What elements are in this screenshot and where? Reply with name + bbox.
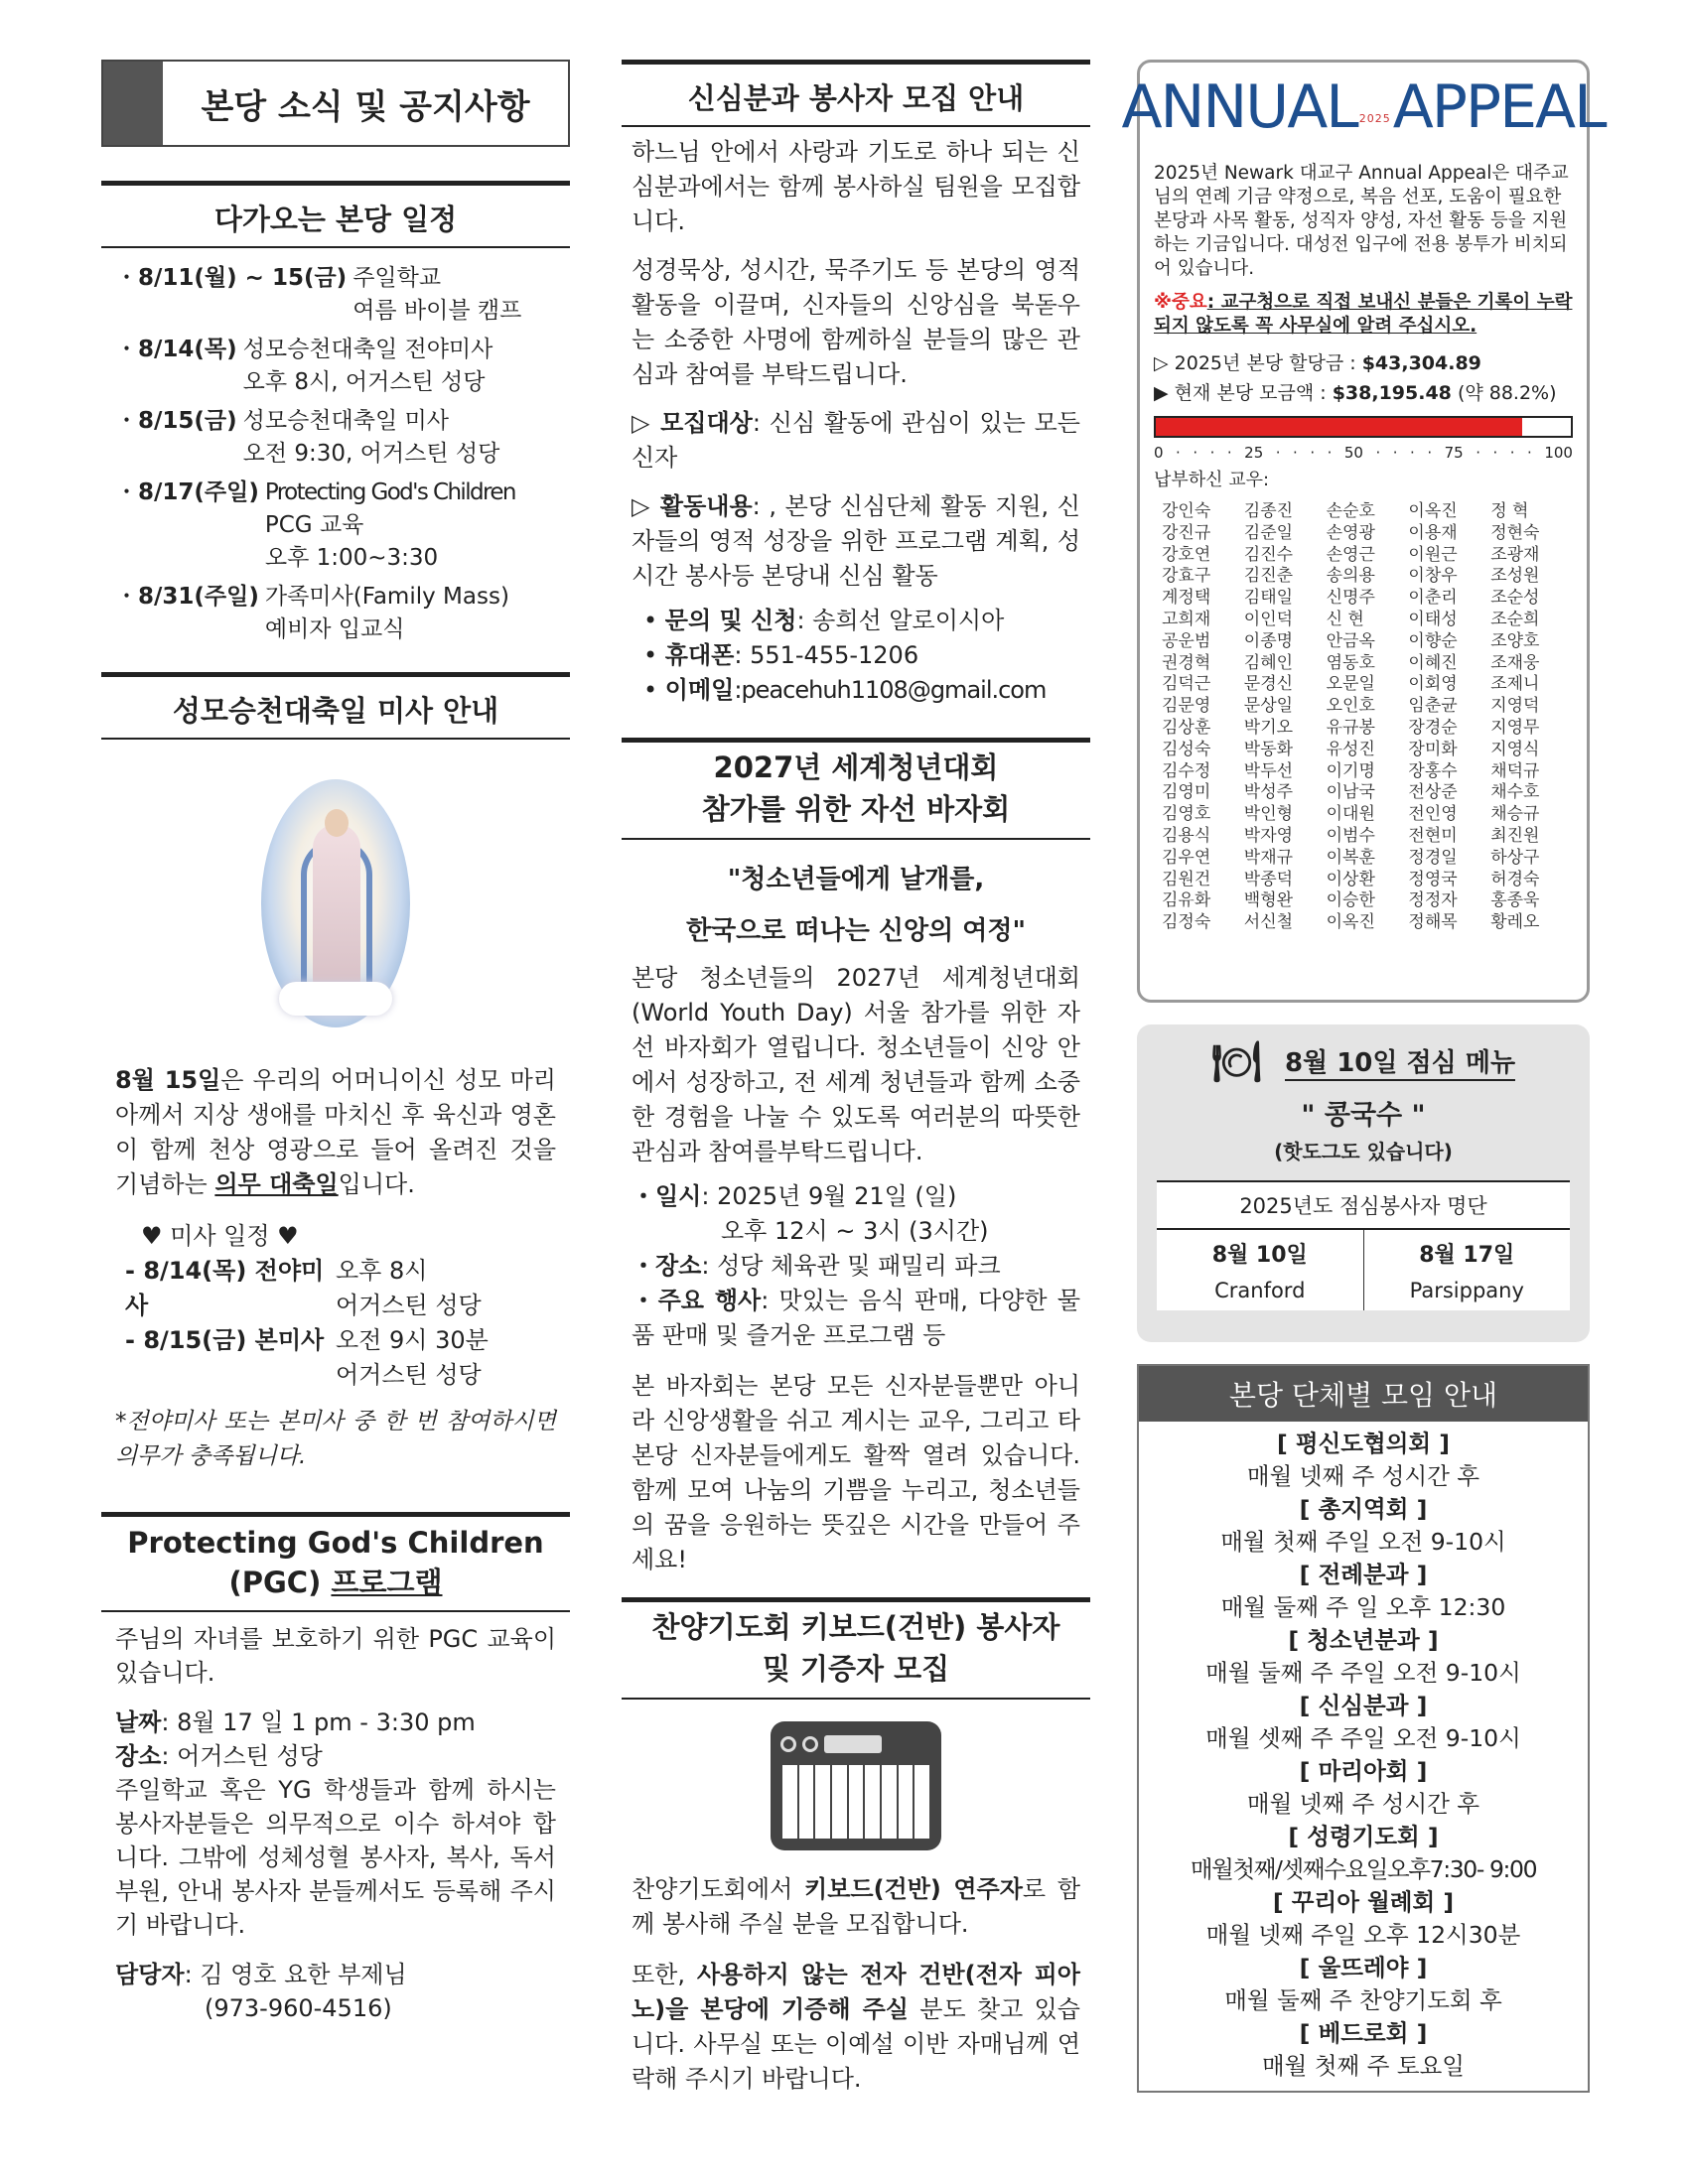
schedule-heading: 다가오는 본당 일정 [101, 181, 570, 248]
page-title: 본당 소식 및 공지사항 [201, 86, 530, 127]
appeal-description: 2025년 Newark 대교구 Annual Appeal은 대주교님의 연례 기금 약정으로, 복음 선포, 도움이 필요한 본당과 사목 활동, 성직자 양성, 자선 활동 등을 지원하는 기금입니다. 대성전 입구에 전용 봉투가 비치되어 있습니다. [1154, 163, 1569, 279]
donor-name: 허경숙 [1490, 869, 1540, 889]
pgc-phone: (973-960-4516) [205, 1994, 392, 2022]
bazaar-heading: 2027년 세계청년대회 참가를 위한 자선 바자회 [622, 738, 1090, 840]
group-name: [ 울뜨레야 ] [1299, 1954, 1428, 1981]
keyboard-icon [771, 1721, 941, 1850]
donor-name: 정경일 [1408, 847, 1458, 868]
donor-name: 김수정 [1162, 760, 1211, 781]
donor-name: 박동화 [1243, 739, 1294, 759]
recruit-contacts [632, 604, 1080, 708]
group-schedule: 매월첫째/셋째수요일오후7:30- 9:00 [1190, 1855, 1537, 1883]
group-schedule: 매월 셋째 주 주일 오전 9-10시 [1205, 1724, 1521, 1752]
group-schedule: 매월 넷째 주일 오후 12시30분 [1205, 1921, 1521, 1949]
scale-tick: · [1392, 444, 1398, 462]
group-schedule: 매월 둘째 주 일 오후 12:30 [1220, 1593, 1506, 1621]
donor-name: 김정숙 [1162, 912, 1211, 933]
bazaar-body: 본당 청소년들의 2027년 세계청년대회(World Youth Day) 서울 참가를 위한 자선 바자회가 열립니다. 청소년들이 신앙 안에서 성장하고, 전 세계 청년들과 함께 소중한 경험을 나눌 수 있도록 여러분의 따뜻한 관심과 참여를부탁드립니다. ・일시: 2025년 9월 21일 (일) 오후 12시 ~ 3시 (3시간) ・장소: 성당 체육관 및 패밀리 파크 ・주요 행사: 맛있는 음식 판매, 다양한 물품 판매 및 즐거운 프로그램 등 본 바자회는 본당 모든 신자분들뿐만 아니라 신앙생활을 쉬고 계시는 교우, 그리고 타 본당 신자분들에게도 활짝 열려 있습니다. 함께 모여 나눔의 기쁨을 누리고, 청소년들의 꿈을 응원하는 뜻깊은 시간을 만들어 주세요! [632, 964, 1081, 1573]
volunteer-date: 8월 17일 [1419, 1243, 1515, 1268]
schedule-text: 성모승천대축일 전야미사 오후 8시, 어거스틴 성당 [242, 337, 493, 395]
donor-name: 이남국 [1326, 782, 1375, 803]
donor-name: 이태성 [1408, 609, 1458, 629]
group-name: [ 총지역회 ] [1299, 1495, 1428, 1523]
scale-tick: 0 [1154, 444, 1164, 462]
schedule-item [115, 262, 570, 328]
utensils-plate-icon: 🍽 [1210, 1039, 1262, 1085]
donor-name: 지영식 [1490, 739, 1540, 759]
donor-name: 이범수 [1326, 825, 1375, 846]
appeal-progress-fill [1156, 418, 1522, 436]
donor-name: 이옥진 [1408, 501, 1458, 521]
scale-tick: · [1310, 444, 1316, 462]
donor-name: 이옥진 [1326, 912, 1375, 933]
annual-appeal-logo: ANNUAL 2025 APPEAL [1121, 72, 1606, 142]
donor-name: 김태일 [1243, 588, 1294, 609]
donor-name: 강인숙 [1162, 501, 1211, 521]
group-name: [ 전례분과 ] [1299, 1561, 1428, 1588]
donor-name: 전상준 [1408, 782, 1458, 803]
volunteer-cell [1157, 1230, 1363, 1310]
donor-name: 오문일 [1326, 674, 1375, 695]
donor-name: 유규봉 [1326, 717, 1375, 738]
donor-name: 김종진 [1243, 501, 1294, 521]
schedule-text: 가족미사(Family Mass) 예비자 입교식 [264, 584, 509, 642]
pgc-intro: 주님의 자녀를 보호하기 위한 PGC 교육이 있습니다. [115, 1625, 556, 1687]
donor-name: 김진수 [1243, 544, 1294, 565]
group-schedule: 매월 넷째 주 성시간 후 [1246, 1462, 1480, 1490]
donor-name: 김영미 [1162, 782, 1211, 803]
donor-name: 김혜인 [1243, 652, 1294, 673]
schedule-text: 성모승천대축일 미사 오전 9:30, 어거스틴 성당 [242, 408, 500, 467]
mass-schedule [101, 1218, 570, 1393]
donor-name: 강호연 [1162, 544, 1211, 565]
scale-tick: · [1527, 444, 1532, 462]
mass-note: *전야미사 또는 본미사 중 한 번 참여하시면 의무가 충족됩니다. [115, 1409, 556, 1469]
scale-tick: 100 [1544, 444, 1573, 462]
mass-schedule-heading: ♥ 미사 일정 ♥ [141, 1222, 299, 1250]
recruit-heading: 신심분과 봉사자 모집 안내 [622, 60, 1090, 127]
group-name: [ 평신도협의회 ] [1276, 1430, 1451, 1457]
pgc-description: 주일학교 혹은 YG 학생들과 함께 하시는 봉사자분들은 의무적으로 이수 하셔야 합니다. 그밖에 성체성혈 봉사자, 복사, 독서부원, 안내 봉사자 분들께서도 등록해 주시기 바랍니다. [115, 1776, 556, 1939]
donor-name: 고희재 [1162, 609, 1211, 629]
donor-name: 유성진 [1326, 739, 1375, 759]
schedule-list [101, 248, 570, 646]
donor-name: 지영무 [1490, 717, 1540, 738]
middle-column [622, 60, 1090, 2097]
donor-name: 강효구 [1162, 566, 1211, 587]
donor-name: 이인덕 [1243, 609, 1294, 629]
donor-name: 정 혁 [1490, 501, 1529, 521]
schedule-date: ・ 8/14(목) [115, 334, 237, 399]
donor-name: 이복훈 [1326, 847, 1375, 868]
donor-name: 이승한 [1326, 890, 1375, 911]
schedule-date: ・ 8/15(금) [115, 405, 237, 471]
scale-tick: 75 [1444, 444, 1464, 462]
contact-line: • 이메일:peacehuh1108@gmail.com [643, 676, 1047, 704]
donor-name: 백형완 [1243, 890, 1294, 911]
right-column [1121, 60, 1606, 2093]
group-name: [ 신심분과 ] [1299, 1692, 1428, 1719]
lunch-sub: (핫도그도 있습니다) [1274, 1140, 1453, 1163]
donor-name: 조순성 [1490, 588, 1540, 609]
groups-list [1139, 1422, 1588, 2091]
scale-tick: · [1509, 444, 1515, 462]
donor-name: 전인영 [1408, 804, 1458, 825]
donor-name: 정정자 [1408, 890, 1458, 911]
donor-name: 장경순 [1408, 717, 1458, 738]
donor-name: 조제니 [1490, 674, 1540, 695]
group-name: [ 베드로회 ] [1299, 2019, 1428, 2047]
donor-name: 이향순 [1408, 630, 1458, 651]
lunch-menu: " 콩국수 " [1301, 1100, 1426, 1131]
schedule-item [115, 477, 570, 575]
scale-tick: 25 [1244, 444, 1264, 462]
donor-name: 문상일 [1243, 696, 1294, 717]
donor-name: 정현숙 [1490, 522, 1540, 543]
donor-name: 장미화 [1408, 739, 1458, 759]
donor-name: 하상구 [1490, 847, 1540, 868]
title-accent-bar [103, 62, 163, 145]
donor-name: 임춘균 [1408, 696, 1458, 717]
donor-name: 공운범 [1162, 630, 1211, 651]
volunteer-date: 8월 10일 [1211, 1243, 1308, 1268]
scale-tick: · [1176, 444, 1181, 462]
donor-name: 서신철 [1243, 912, 1294, 933]
donors-label: 납부하신 교우: [1154, 470, 1270, 490]
appeal-progress-bar [1154, 416, 1573, 438]
scale-tick: · [1427, 444, 1433, 462]
group-schedule: 매월 넷째 주 성시간 후 [1246, 1790, 1480, 1818]
virgin-mary-image [261, 779, 410, 1027]
donor-name: 이원근 [1408, 544, 1458, 565]
group-schedule: 매월 첫째 주 토요일 [1261, 2052, 1466, 2080]
appeal-important-note: ※중요: 교구청으로 직접 보내신 분들은 기록이 누락되지 않도록 꼭 사무실에 알려 주십시오. [1154, 292, 1573, 337]
scale-tick: 50 [1343, 444, 1363, 462]
donor-name: 손영광 [1326, 522, 1375, 543]
assumption-paragraph: 8월 15일은 우리의 어머니이신 성모 마리아께서 지상 생애를 마치신 후 육신과 영혼이 함께 천상 영광으로 들어 올려진 것을 기념하는 의무 대축일입니다. [115, 1066, 556, 1198]
appeal-raised: ▶ 현재 본당 모금액 : $38,195.48 (약 88.2%) [1154, 382, 1557, 404]
lunch-title: 8월 10일 점심 메뉴 [1285, 1042, 1515, 1081]
donor-name: 정해목 [1408, 912, 1458, 933]
keyboard-body: 찬양기도회에서 키보드(건반) 연주자로 함께 봉사해 주실 분을 모집합니다. 또한, 사용하지 않는 전자 건반(전자 피아노)을 본당에 기증해 주실 분도 찾고 있습니다. 사무실 또는 이예설 이반 자매님께 연락해 주시기 바랍니다. [632, 1875, 1081, 2093]
scale-tick: · [1293, 444, 1298, 462]
donor-name: 채승규 [1490, 804, 1540, 825]
donor-name: 박두선 [1243, 760, 1294, 781]
donor-name: 김원건 [1162, 869, 1211, 889]
mass-row: - 8/15(금) 본미사 오전 9시 30분 어거스틴 성당 [125, 1323, 570, 1393]
donor-name: 박재규 [1243, 847, 1294, 868]
donor-name: 채수호 [1490, 782, 1540, 803]
donor-name: 손영근 [1326, 544, 1375, 565]
donor-name: 문경신 [1243, 674, 1294, 695]
donor-name: 이대원 [1326, 804, 1375, 825]
donor-name: 이창우 [1408, 566, 1458, 587]
donor-name: 염동호 [1326, 652, 1375, 673]
scale-tick: · [1327, 444, 1333, 462]
schedule-item [115, 405, 570, 471]
scale-tick: · [1275, 444, 1281, 462]
donor-name: 박자영 [1243, 825, 1294, 846]
volunteer-cell [1363, 1230, 1571, 1310]
page-title-box [101, 60, 570, 147]
scale-tick: · [1375, 444, 1381, 462]
schedule-date: ・ 8/17(주일) [115, 477, 259, 575]
volunteer-parish: Cranford [1214, 1279, 1306, 1302]
scale-tick: · [1476, 444, 1480, 462]
schedule-text: 주일학교 여름 바이블 캠프 [352, 265, 522, 324]
pgc-body: 주님의 자녀를 보호하기 위한 PGC 교육이 있습니다. 날짜: 8월 17 일 1 pm - 3:30 pm 장소: 어거스틴 성당 주일학교 혹은 YG 학생들과 함께 하시는 봉사자분들은 의무적으로 이수 하셔야 합니다. 그밖에 성체성혈 봉사자, 복사, 독서부원, 안내 봉사자 분들께서도 등록해 주시기 바랍니다. 담당자: 김 영호 요한 부제님 (973-960-4516) [101, 1612, 570, 2025]
donor-name: 오인호 [1326, 696, 1375, 717]
schedule-item [115, 581, 570, 646]
donor-name: 권경혁 [1162, 652, 1211, 673]
donor-name: 이춘리 [1408, 588, 1458, 609]
mass-row: - 8/14(목) 전야미사 오후 8시 어거스틴 성당 [125, 1254, 570, 1323]
donor-name: 이기명 [1326, 760, 1375, 781]
group-name: [ 청소년분과 ] [1288, 1626, 1439, 1654]
annual-appeal-box [1121, 60, 1606, 1003]
bazaar-quote: "청소년들에게 날개를, 한국으로 떠나는 신앙의 여정" [685, 865, 1027, 946]
groups-box [1137, 1364, 1590, 2093]
donor-name: 조순희 [1490, 609, 1540, 629]
donor-name: 손순호 [1326, 501, 1375, 521]
group-schedule: 매월 둘째 주 찬양기도회 후 [1224, 1986, 1502, 2014]
donor-name: 김영호 [1162, 804, 1211, 825]
lunch-volunteer-table: 2025년도 점심봉사자 명단 8월 10일 Cranford 8월 17일 Parsippany [1157, 1180, 1570, 1310]
donor-name: 홍종욱 [1490, 890, 1540, 911]
donor-name: 이용재 [1408, 522, 1458, 543]
schedule-date: ・ 8/11(월) ~ 15(금) [115, 262, 347, 328]
donor-name: 박성주 [1243, 782, 1294, 803]
schedule-item [115, 334, 570, 399]
donor-name: 김진춘 [1243, 566, 1294, 587]
donor-name: 김덕근 [1162, 674, 1211, 695]
group-name: [ 성령기도회 ] [1288, 1823, 1439, 1850]
appeal-goal: ▷ 2025년 본당 할당금 : $43,304.89 [1154, 352, 1481, 374]
schedule-text: Protecting God's Children PCG 교육 오후 1:00~3:30 [264, 479, 515, 571]
groups-heading: 본당 단체별 모임 안내 [1139, 1366, 1588, 1422]
donor-name: 이상환 [1326, 869, 1375, 889]
assumption-heading: 성모승천대축일 미사 안내 [101, 672, 570, 740]
donor-name: 장홍수 [1408, 760, 1458, 781]
group-schedule: 매월 둘째 주 주일 오전 9-10시 [1205, 1659, 1521, 1687]
mass-label: - 8/14(목) 전야미사 [125, 1257, 325, 1319]
donor-name: 지영덕 [1490, 696, 1540, 717]
scale-tick: · [1193, 444, 1198, 462]
contact-line: • 문의 및 신청: 송희선 알로이시아 [643, 607, 1005, 634]
donor-name: 이종명 [1243, 630, 1294, 651]
scale-tick: · [1209, 444, 1215, 462]
group-name: [ 마리아회 ] [1299, 1757, 1428, 1785]
donor-name: 전현미 [1408, 825, 1458, 846]
pgc-heading: Protecting God's Children (PGC) 프로그램 [101, 1512, 570, 1612]
donor-name: 정영국 [1408, 869, 1458, 889]
donor-name: 강진규 [1162, 522, 1211, 543]
donor-name: 조재웅 [1490, 652, 1540, 673]
volunteer-parish: Parsippany [1409, 1279, 1524, 1302]
schedule-date: ・ 8/31(주일) [115, 581, 259, 646]
donor-list [1154, 501, 1573, 934]
donor-name: 조성원 [1490, 566, 1540, 587]
donor-name: 김준일 [1243, 522, 1294, 543]
donor-name: 송의용 [1326, 566, 1375, 587]
donor-name: 김우연 [1162, 847, 1211, 868]
lunch-box [1137, 1024, 1590, 1342]
left-column [101, 60, 570, 2025]
donor-name: 안금옥 [1326, 630, 1375, 651]
scale-tick: · [1492, 444, 1498, 462]
donor-name: 이혜진 [1408, 652, 1458, 673]
donor-name: 황레오 [1490, 912, 1540, 933]
donor-name: 김성숙 [1162, 739, 1211, 759]
donor-name: 이회영 [1408, 674, 1458, 695]
progress-scale [1154, 444, 1573, 462]
group-schedule: 매월 첫째 주일 오전 9-10시 [1220, 1528, 1506, 1556]
donor-name: 채덕규 [1490, 760, 1540, 781]
donor-name: 신 현 [1326, 609, 1364, 629]
contact-line: • 휴대폰: 551-455-1206 [643, 641, 919, 669]
scale-tick: · [1410, 444, 1415, 462]
donor-name: 박종덕 [1243, 869, 1294, 889]
donor-name: 김문영 [1162, 696, 1211, 717]
donor-name: 박기오 [1243, 717, 1294, 738]
donor-name: 김용식 [1162, 825, 1211, 846]
donor-name: 김유화 [1162, 890, 1211, 911]
donor-name: 신명주 [1326, 588, 1375, 609]
recruit-body: 하느님 안에서 사랑과 기도로 하나 되는 신심분과에서는 함께 봉사하실 팀원을 모집합니다. 성경묵상, 성시간, 묵주기도 등 본당의 영적 활동을 이끌며, 신자들의 신앙심을 북돋우는 소중한 사명에 함께하실 분들의 많은 관심과 참여를 부탁드립니다. ▷ 모집대상: 신심 활동에 관심이 있는 모든 신자 ▷ 활동내용: , 본당 신심단체 활동 지원, 신자들의 영적 성장을 위한 프로그램 계획, 성시간 봉사등 본당내 신심 활동 • 문의 및 신청: 송희선 알로이시아 • 휴대폰: 551-455-1206 • 이메일:peacehuh1108@gmail.com [622, 127, 1090, 708]
scale-tick: · [1226, 444, 1232, 462]
group-name: [ 꾸리아 월례회 ] [1272, 1888, 1455, 1916]
donor-name: 조양호 [1490, 630, 1540, 651]
donor-name: 박인형 [1243, 804, 1294, 825]
donor-name: 조광재 [1490, 544, 1540, 565]
mass-label: - 8/15(금) 본미사 [125, 1326, 325, 1354]
donor-name: 계정택 [1162, 588, 1211, 609]
keyboard-heading: 찬양기도회 키보드(건반) 봉사자 및 기증자 모집 [622, 1597, 1090, 1700]
donor-name: 최진원 [1490, 825, 1540, 846]
donor-name: 김상훈 [1162, 717, 1211, 738]
